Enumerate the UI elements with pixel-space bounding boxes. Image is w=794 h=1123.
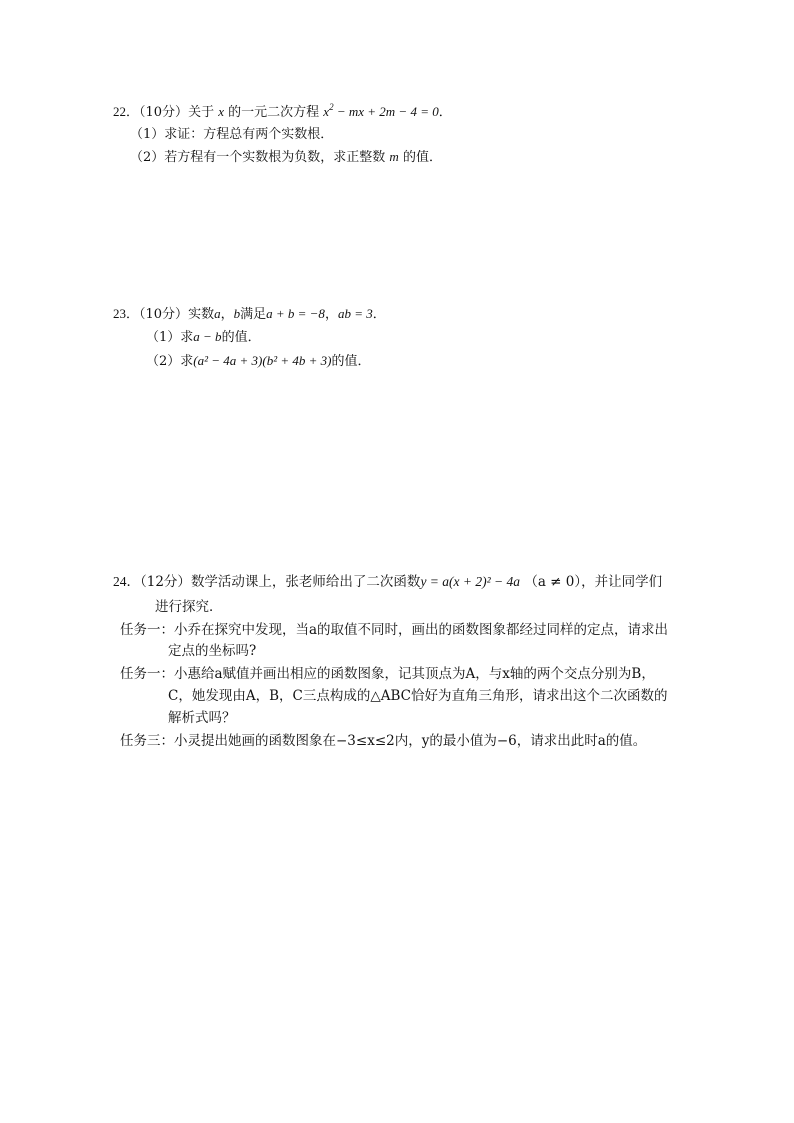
q23-stem bbox=[113, 305, 386, 324]
q23-part2-post: 的值． bbox=[331, 354, 371, 369]
q22-score: （10分） bbox=[139, 105, 189, 120]
q24-task3-line1: 小灵提出她画的函数图象在−3≤x≤2内，y的最小值为−6，请求出此时a的值。 bbox=[174, 733, 647, 749]
q24-condition: （a ≠ 0） bbox=[524, 574, 582, 590]
q23-score: （10分） bbox=[139, 307, 189, 322]
q23-cond2: ab = 3 bbox=[337, 306, 373, 321]
q22-equation: $x^2$ − mx + 2m − 4 = 0 bbox=[323, 102, 439, 119]
q22-part2-pre: （2）若方程有一个实数根为负数，求正整数 bbox=[130, 150, 386, 165]
q24-task1-line1: 小乔在探究中发现，当a的取值不同时，画出的函数图象都经过同样的定点，请求出 bbox=[174, 622, 669, 638]
q22-stem bbox=[113, 103, 452, 122]
q23-number: 23． bbox=[113, 306, 140, 321]
q23-cond-sep: ， bbox=[324, 307, 338, 322]
q23-var-b: b bbox=[233, 306, 241, 321]
q23-part1-post: 的值． bbox=[221, 330, 261, 345]
q24-score: （12分） bbox=[140, 574, 191, 590]
q23-comma: ， bbox=[220, 307, 234, 322]
q23-cond1: a + b = −8 bbox=[266, 306, 325, 321]
q22-part2-var: m bbox=[389, 149, 399, 164]
q23-var-a: a bbox=[214, 306, 221, 321]
q22-var-x: x bbox=[218, 104, 224, 119]
q24-task3-label: 任务三： bbox=[120, 733, 174, 749]
q24-task1-label: 任务一： bbox=[120, 622, 174, 638]
q23-part2 bbox=[146, 352, 371, 371]
q23-part2-pre: （2）求 bbox=[146, 354, 194, 369]
q22-stem-text: 关于 bbox=[188, 105, 215, 120]
q23-part1-pre: （1）求 bbox=[146, 330, 194, 345]
q24-stem bbox=[113, 573, 662, 591]
q24-stem-post: ，并让同学们 bbox=[581, 574, 663, 590]
q24-task2 bbox=[120, 665, 655, 683]
q24-stem-pre: 数学活动课上，张老师给出了二次函数 bbox=[190, 574, 421, 590]
q22-part2-post: 的值． bbox=[402, 150, 442, 165]
q22-part1: （1）求证：方程总有两个实数根． bbox=[130, 127, 334, 142]
q24-task1-line2: 定点的坐标吗? bbox=[168, 643, 257, 659]
q24-task2-line1: 小惠给a赋值并画出相应的函数图象，记其顶点为A，与x轴的两个交点分别为B， bbox=[174, 666, 655, 682]
q24-task2-line2: C，她发现由A，B，C三点构成的△ABC恰好为直角三角形，请求出这个二次函数的 bbox=[168, 688, 668, 704]
q23-stem-mid: 满足 bbox=[240, 307, 267, 322]
q24-task2-label: 任务一： bbox=[120, 666, 174, 682]
q24-task3 bbox=[120, 732, 646, 750]
q23-part1-expr: a − b bbox=[193, 329, 222, 344]
q23-part1 bbox=[146, 328, 261, 347]
q24-task2-line3: 解析式吗？ bbox=[168, 710, 236, 726]
q22-number: 22． bbox=[113, 104, 140, 119]
q23-part2-expr: (a² − 4a + 3)(b² + 4b + 3) bbox=[193, 353, 332, 368]
q22-stem-end: ． bbox=[438, 105, 452, 120]
q24-number: 24． bbox=[113, 574, 140, 589]
q23-stem-pre: 实数 bbox=[188, 307, 215, 322]
q22-stem-text2: 的一元二次方程 bbox=[228, 105, 320, 120]
q22-part2 bbox=[130, 148, 442, 167]
q24-task1 bbox=[120, 621, 668, 639]
q23-stem-end: ． bbox=[372, 307, 386, 322]
q24-stem-line2: 进行探究． bbox=[155, 599, 223, 615]
q24-function: y = a(x + 2)² − 4a bbox=[420, 574, 521, 589]
